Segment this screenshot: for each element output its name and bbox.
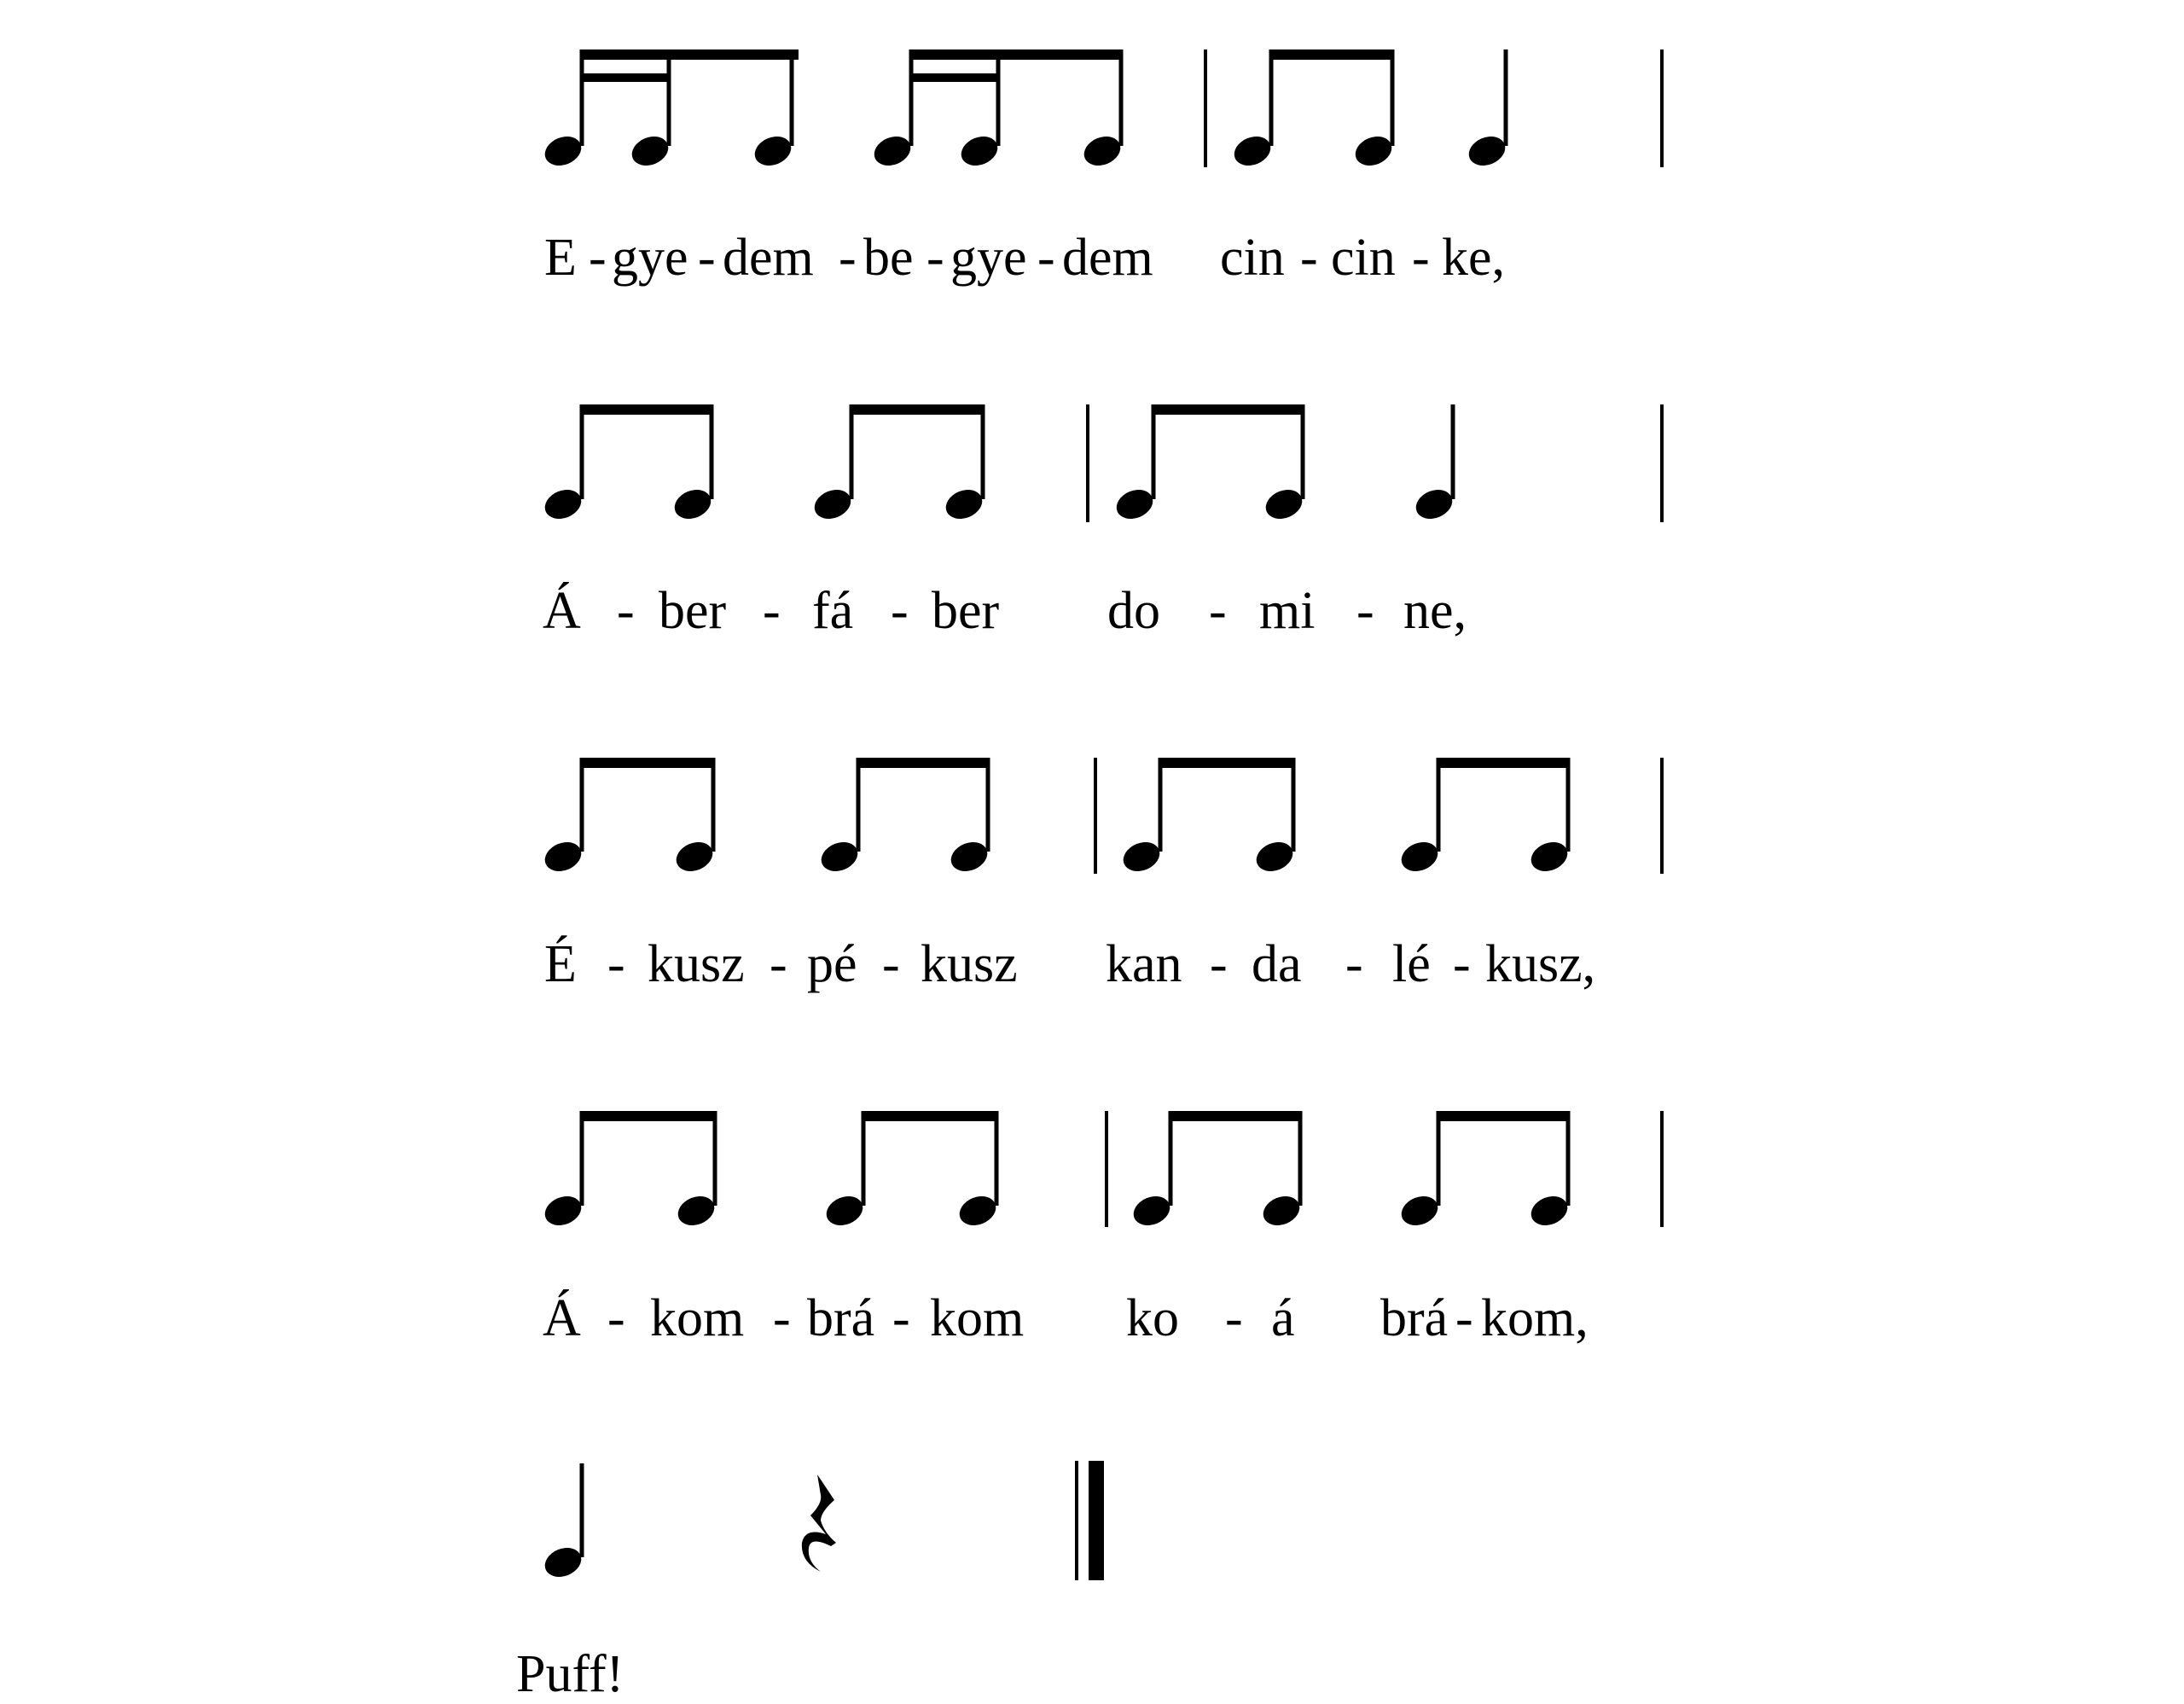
note-head: [541, 131, 1510, 171]
lyric-hyphen: -: [1356, 582, 1374, 640]
lyric-hyphen: -: [1225, 1289, 1243, 1347]
lyric-syllable: ke,: [1442, 229, 1506, 287]
lyric-syllable: brá: [807, 1289, 875, 1347]
lyric-syllable: Puff!: [516, 1645, 624, 1703]
lyric-syllable: E: [544, 229, 577, 287]
lyric-hyphen: -: [1412, 229, 1430, 287]
lyric-syllable: brá: [1380, 1289, 1449, 1347]
lyric-syllable: kusz,: [1485, 935, 1596, 993]
note-stem: [582, 49, 1506, 146]
lyric-syllable: kom,: [1481, 1289, 1589, 1347]
lyric-hyphen: -: [1300, 229, 1318, 287]
lyrics-line-1: [544, 229, 1505, 287]
note-head: [541, 485, 1457, 524]
lyric-hyphen: -: [892, 1289, 910, 1347]
lyric-syllable: mi: [1259, 582, 1316, 640]
lyric-hyphen: -: [882, 935, 900, 993]
lyric-syllable: da: [1252, 935, 1302, 993]
lyric-hyphen: -: [763, 582, 781, 640]
lyric-syllable: gye: [612, 229, 688, 287]
lyric-syllable: fá: [812, 582, 854, 640]
barline: [1088, 404, 1662, 522]
lyric-syllable: Á: [543, 1289, 581, 1347]
lyric-syllable: cin: [1331, 229, 1396, 287]
lyric-syllable: gye: [950, 229, 1027, 287]
lyric-hyphen: -: [607, 1289, 625, 1347]
lyrics-line-4: [543, 1289, 1589, 1347]
lyric-hyphen: -: [1453, 935, 1471, 993]
lyric-hyphen: -: [773, 1289, 791, 1347]
note-head: [541, 1543, 586, 1582]
lyric-hyphen: -: [1209, 582, 1227, 640]
lyric-syllable: do: [1107, 582, 1160, 640]
lyric-hyphen: -: [1210, 935, 1228, 993]
lyrics-line-2: [543, 582, 1467, 640]
lyric-hyphen: -: [1455, 1289, 1473, 1347]
lyric-hyphen: -: [617, 582, 635, 640]
lyric-syllable: Á: [543, 582, 581, 640]
lyric-syllable: dem: [1062, 229, 1153, 287]
beam: [580, 404, 1304, 415]
lyric-hyphen: -: [926, 229, 944, 287]
lyric-syllable: á: [1271, 1289, 1295, 1347]
lyric-syllable: dem: [723, 229, 814, 287]
system-1: [541, 49, 1662, 287]
barline: [1107, 1111, 1662, 1227]
lyric-hyphen: -: [1345, 935, 1363, 993]
system-2: [541, 404, 1662, 640]
system-5: [516, 1461, 1104, 1703]
lyric-syllable: É: [544, 935, 577, 993]
beam: [580, 1111, 1570, 1121]
note-head: [541, 1191, 1572, 1230]
beam: [580, 758, 1570, 768]
final-barline: [1075, 1461, 1104, 1580]
lyric-hyphen: -: [607, 935, 625, 993]
lyric-syllable: pé: [807, 935, 857, 993]
barline: [1205, 49, 1662, 167]
lyric-syllable: kan: [1106, 935, 1182, 993]
lyric-hyphen: -: [839, 229, 857, 287]
lyric-hyphen: -: [891, 582, 909, 640]
lyric-syllable: ber: [932, 582, 1000, 640]
lyric-syllable: ko: [1126, 1289, 1179, 1347]
lyric-hyphen: -: [698, 229, 716, 287]
lyric-syllable: ber: [659, 582, 727, 640]
note-stem: [582, 758, 1568, 852]
lyric-syllable: kusz: [648, 935, 745, 993]
lyric-syllable: kom: [930, 1289, 1025, 1347]
system-3: [541, 758, 1662, 993]
barline: [1095, 758, 1662, 874]
quarter-rest: [802, 1474, 836, 1572]
lyric-syllable: ne,: [1403, 582, 1467, 640]
lyric-syllable: be: [863, 229, 914, 287]
lyric-syllable: kom: [650, 1289, 745, 1347]
note-stem: [582, 1111, 1568, 1206]
lyric-syllable: kusz: [921, 935, 1018, 993]
lyric-syllable: cin: [1220, 229, 1285, 287]
system-4: [541, 1111, 1662, 1347]
note-stem: [582, 404, 1453, 499]
lyrics-line-3: [544, 935, 1595, 993]
note-head: [541, 837, 1572, 876]
lyric-hyphen: -: [770, 935, 787, 993]
lyric-hyphen: -: [589, 229, 607, 287]
lyric-syllable: lé: [1392, 935, 1431, 993]
lyric-hyphen: -: [1037, 229, 1055, 287]
